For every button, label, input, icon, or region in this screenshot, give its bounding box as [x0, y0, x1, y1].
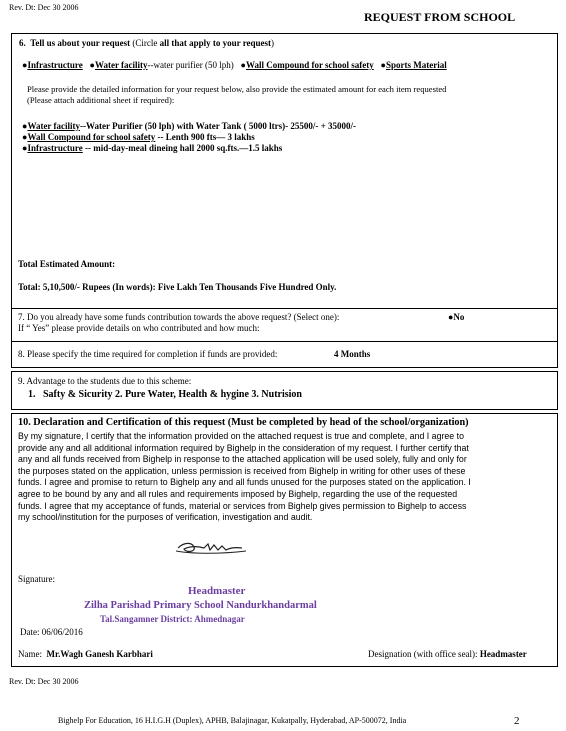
advantage-answer: 1. Safty & Sicurity 2. Pure Water, Health & hygine 3. Nutrision [28, 389, 302, 400]
handwritten-signature [172, 538, 252, 558]
option-infrastructure[interactable]: ●Infrastructure [22, 60, 83, 70]
advantage-question: 9. Advantage to the students due to this scheme: [18, 376, 192, 386]
declaration-line: any and all funds received from Bighelp in response to the attached application will be used solely, fully and only for [18, 454, 467, 465]
page-number: 2 [514, 715, 520, 727]
request-options [22, 60, 447, 71]
time-question: 8. Please specify the time required for completion if funds are provided: [18, 349, 278, 359]
funds-answer-no[interactable]: ●No [448, 312, 465, 322]
option-water-facility[interactable]: ●Water facility--water purifier (50 lph) [89, 60, 234, 70]
page-title: REQUEST FROM SCHOOL [364, 10, 516, 24]
section-8-box [11, 341, 558, 368]
declaration-line: my school/institution for the purposes of verification, investigation and audit. [18, 512, 313, 523]
declaration-line: provide any and all additional information required by Bighelp in the consideration of my request. I further certify that [18, 442, 469, 453]
total-amount: Total: 5,10,500/- Rupees (In words): Five Lakh Ten Thousands Five Hundred Only. [18, 282, 337, 292]
declaration-line: By my signature, I certify that the information provided on the attached request is true and complete, and I agree to [18, 431, 464, 441]
date: Date: 06/06/2016 [20, 627, 83, 637]
declaration-line: funds. I agree and promise to return to Bighelp any and all funds unused for the purposes stated on the application. I [18, 477, 471, 488]
name-field: Name: Mr.Wagh Ganesh Karbhari [18, 649, 153, 659]
section-6-heading: 6. Tell us about your request (Circle all that apply to your request) [19, 38, 275, 48]
signature-label: Signature: [18, 574, 55, 584]
declaration-line: the purposes stated on the application, unless permission is received from Bighelp in writing for other uses of these [18, 465, 466, 476]
instruction-line-1: Please provide the detailed information for your request below, also provide the estimated amount for each item requested [27, 84, 447, 94]
footer-address: Bighelp For Education, 16 H.I.G.H (Duplex), APHB, Balajinagar, Kukatpally, Hyderabad, AP-500072, India [58, 716, 407, 725]
declaration-line: agree to be bound by any and all rules and requirements imposed by Bighelp, regarding the use of the requested [18, 488, 458, 499]
stamp-school: Zilha Parishad Primary School Nandurkhandarmal [84, 600, 317, 611]
funds-question: 7. Do you already have some funds contribution towards the above request? (Select one): [18, 312, 340, 322]
request-item: ●Wall Compound for school safety -- Lenth 900 fts— 3 lakhs [22, 132, 255, 142]
request-item: ●Infrastructure -- mid-day-meal dineing hall 2000 sq.fts.—1.5 lakhs [22, 143, 283, 153]
total-estimated-label: Total Estimated Amount: [18, 259, 116, 269]
footer-revision-date: Rev. Dt: Dec 30 2006 [9, 677, 79, 686]
section-10-box [11, 413, 558, 667]
declaration-text [18, 431, 471, 524]
revision-date: Rev. Dt: Dec 30 2006 [9, 3, 79, 12]
option-wall-compound[interactable]: ●Wall Compound for school safety [240, 60, 374, 70]
designation-field: Designation (with office seal): Headmaster [368, 649, 527, 659]
time-answer: 4 Months [334, 349, 371, 359]
funds-followup: If “ Yes” please provide details on who contributed and how much: [18, 323, 260, 333]
instruction-line-2: (Please attach additional sheet if required): [27, 95, 175, 105]
declaration-line: funds. I agree that my acceptance of funds, material or services from Bighelp gives permission to Bighelp to access [18, 500, 467, 511]
request-item: ●Water facility--Water Purifier (50 lph) with Water Tank ( 5000 ltrs)- 25500/- + 35000/- [22, 121, 356, 131]
stamp-title: Headmaster [188, 585, 246, 597]
option-sports-material[interactable]: ●Sports Material [380, 60, 447, 70]
stamp-address: Tal.Sangamner District: Ahmednagar [100, 614, 245, 624]
section-6-box [11, 33, 558, 309]
section-9-box [11, 371, 558, 410]
declaration-heading: 10. Declaration and Certification of this request (Must be completed by head of the school/organization) [18, 417, 469, 428]
section-7-box [11, 308, 558, 342]
